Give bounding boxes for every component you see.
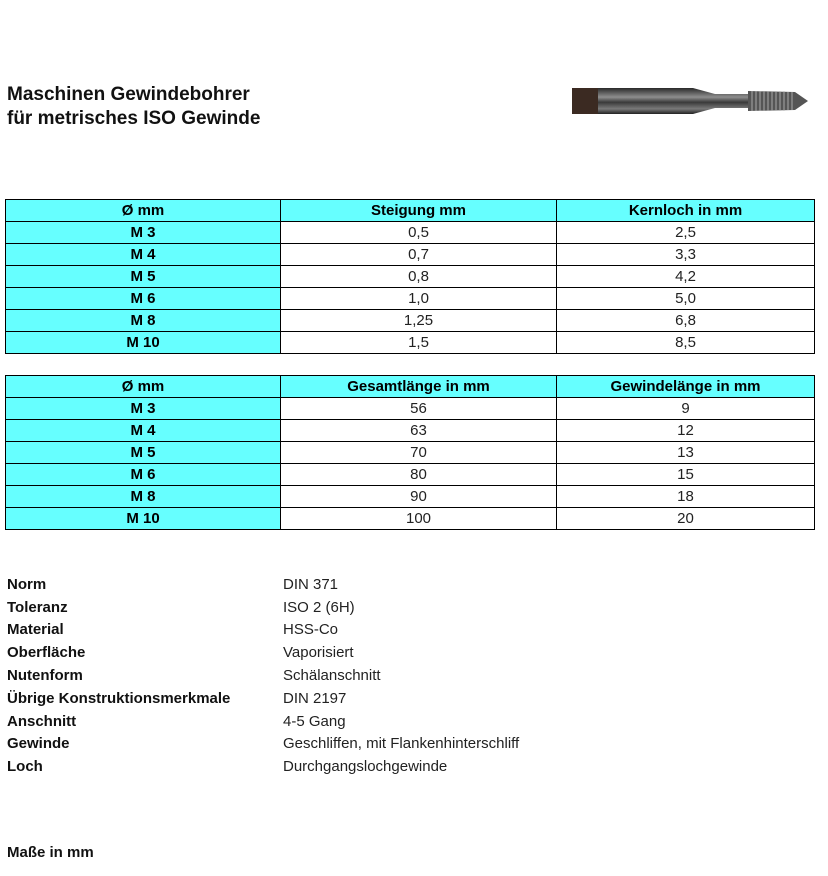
property-norm xyxy=(7,573,519,596)
table-row xyxy=(6,508,815,530)
pitch-cell: 0,8 xyxy=(281,266,557,288)
pitch-cell: 0,5 xyxy=(281,222,557,244)
table-row xyxy=(6,332,815,354)
core-hole-cell: 4,2 xyxy=(557,266,815,288)
total-length-cell: 70 xyxy=(281,442,557,464)
title-line-1: Maschinen Gewindebohrer xyxy=(7,84,250,105)
thread-length-cell: 15 xyxy=(557,464,815,486)
size-cell: M 4 xyxy=(6,244,281,266)
length-table xyxy=(5,375,815,530)
total-length-cell: 90 xyxy=(281,486,557,508)
shank-square-end xyxy=(572,88,600,114)
property-value: Schälanschnitt xyxy=(283,667,381,685)
header-thread-length: Gewindelänge in mm xyxy=(557,376,815,398)
neck xyxy=(693,88,748,114)
property-oberflaeche xyxy=(7,641,519,664)
property-anschnitt xyxy=(7,710,519,733)
table-row xyxy=(6,442,815,464)
core-hole-cell: 3,3 xyxy=(557,244,815,266)
property-value: ISO 2 (6H) xyxy=(283,598,355,616)
property-label: Gewinde xyxy=(7,735,70,753)
pitch-cell: 0,7 xyxy=(281,244,557,266)
pitch-cell: 1,25 xyxy=(281,310,557,332)
table-row xyxy=(6,310,815,332)
header-pitch: Steigung mm xyxy=(281,200,557,222)
core-hole-cell: 8,5 xyxy=(557,332,815,354)
size-cell: M 3 xyxy=(6,222,281,244)
tap-drill-image xyxy=(570,85,810,117)
units-note: Maße in mm xyxy=(7,844,94,861)
property-label: Material xyxy=(7,621,64,639)
property-konstruktionsmerkmale xyxy=(7,687,519,710)
size-cell: M 5 xyxy=(6,266,281,288)
property-value: DIN 371 xyxy=(283,575,339,593)
size-cell: M 5 xyxy=(6,442,281,464)
total-length-cell: 63 xyxy=(281,420,557,442)
properties-list xyxy=(7,573,519,778)
total-length-cell: 80 xyxy=(281,464,557,486)
property-toleranz xyxy=(7,596,519,619)
core-hole-cell: 6,8 xyxy=(557,310,815,332)
table-row xyxy=(6,266,815,288)
property-label: Toleranz xyxy=(7,598,68,616)
property-label: Nutenform xyxy=(7,667,83,685)
thread-length-cell: 20 xyxy=(557,508,815,530)
property-value: Geschliffen, mit Flankenhinterschliff xyxy=(283,735,520,753)
property-label: Übrige Konstruktionsmerkmale xyxy=(7,689,231,707)
property-nutenform xyxy=(7,664,519,687)
title-line-2: für metrisches ISO Gewinde xyxy=(7,108,261,129)
thread-length-cell: 18 xyxy=(557,486,815,508)
table-header-row xyxy=(6,376,815,398)
table-row xyxy=(6,420,815,442)
pitch-cell: 1,5 xyxy=(281,332,557,354)
page-title xyxy=(7,83,260,131)
property-value: Vaporisiert xyxy=(283,644,354,662)
property-value: HSS-Co xyxy=(283,621,339,639)
property-label: Loch xyxy=(7,758,43,776)
size-cell: M 8 xyxy=(6,310,281,332)
size-cell: M 3 xyxy=(6,398,281,420)
table-header-row xyxy=(6,200,815,222)
header-diameter: Ø mm xyxy=(6,376,281,398)
thread-length-cell: 12 xyxy=(557,420,815,442)
thread-section xyxy=(748,91,808,111)
size-cell: M 8 xyxy=(6,486,281,508)
header-total-length: Gesamtlänge in mm xyxy=(281,376,557,398)
total-length-cell: 100 xyxy=(281,508,557,530)
table-row xyxy=(6,398,815,420)
property-gewinde xyxy=(7,733,519,756)
property-label: Norm xyxy=(7,575,47,593)
table-row xyxy=(6,222,815,244)
size-cell: M 6 xyxy=(6,288,281,310)
size-cell: M 10 xyxy=(6,332,281,354)
pitch-table xyxy=(5,199,815,354)
size-cell: M 10 xyxy=(6,508,281,530)
table-row xyxy=(6,464,815,486)
core-hole-cell: 2,5 xyxy=(557,222,815,244)
property-loch xyxy=(7,755,519,778)
thread-length-cell: 13 xyxy=(557,442,815,464)
pitch-cell: 1,0 xyxy=(281,288,557,310)
shank xyxy=(598,88,693,114)
header-diameter: Ø mm xyxy=(6,200,281,222)
table-row xyxy=(6,486,815,508)
total-length-cell: 56 xyxy=(281,398,557,420)
header-core-hole: Kernloch in mm xyxy=(557,200,815,222)
core-hole-cell: 5,0 xyxy=(557,288,815,310)
property-label: Anschnitt xyxy=(7,712,77,730)
table-row xyxy=(6,288,815,310)
property-value: DIN 2197 xyxy=(283,689,347,707)
property-label: Oberfläche xyxy=(7,644,86,662)
table-row xyxy=(6,244,815,266)
size-cell: M 6 xyxy=(6,464,281,486)
thread-length-cell: 9 xyxy=(557,398,815,420)
property-value: 4-5 Gang xyxy=(283,712,346,730)
property-material xyxy=(7,619,519,642)
size-cell: M 4 xyxy=(6,420,281,442)
property-value: Durchgangslochgewinde xyxy=(283,758,448,776)
